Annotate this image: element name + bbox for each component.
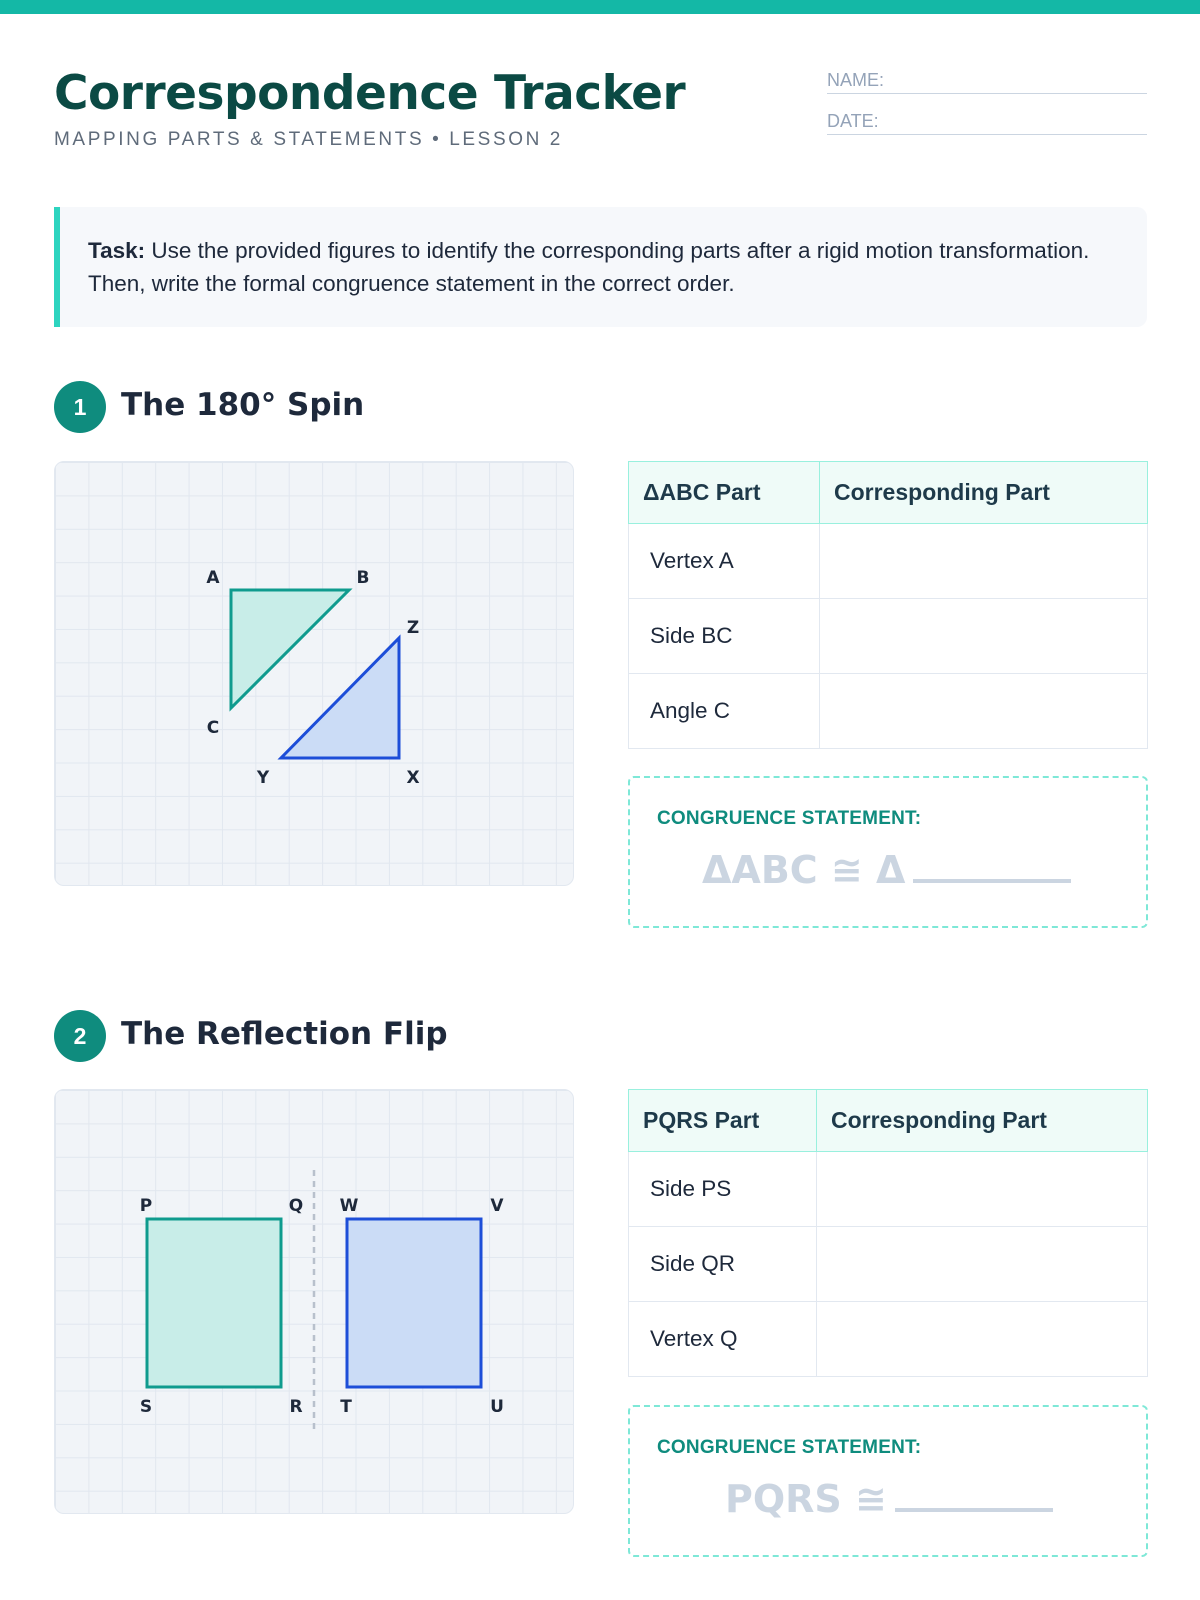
answer-cell[interactable] [820,599,1148,674]
congruence-expression-text: ΔABC ≅ Δ [702,848,906,892]
date-field[interactable] [827,109,1147,135]
part-cell: Vertex A [629,524,820,599]
figure-grid-rotation [54,461,574,886]
section-number-badge: 1 [54,381,106,433]
congruence-statement-label: CONGRUENCE STATEMENT: [657,808,922,829]
page-subtitle: MAPPING PARTS & STATEMENTS • LESSON 2 [54,129,563,150]
answer-blank[interactable] [895,1508,1053,1512]
answer-blank[interactable] [913,879,1071,883]
vertex-label-s: S [139,1397,153,1417]
table-row [629,674,1148,749]
congruence-expression [702,848,1071,892]
answer-cell[interactable] [817,1152,1148,1227]
page-title: Correspondence Tracker [54,66,686,121]
rectangle-wvut [347,1219,481,1387]
part-cell: Vertex Q [629,1302,817,1377]
task-text: Use the provided figures to identify the corresponding parts after a rigid motion transformation. Then, write the formal congruence statement in the correct order. [88,238,1090,296]
congruence-expression [725,1477,1053,1521]
vertex-label-p: P [139,1196,153,1216]
answer-cell[interactable] [817,1302,1148,1377]
column-header: PQRS Part [629,1090,817,1152]
section-title: The 180° Spin [121,387,365,423]
vertex-label-t: T [340,1397,352,1417]
figure-grid-reflection [54,1089,574,1514]
congruence-statement-box[interactable] [628,776,1148,928]
name-label: NAME: [827,70,885,90]
vertex-label-x: X [406,768,420,788]
section-number-badge: 2 [54,1010,106,1062]
triangle-abc [231,590,349,708]
table-row [629,599,1148,674]
column-header: Corresponding Part [817,1090,1148,1152]
vertex-label-y: Y [256,768,270,788]
vertex-label-c: C [206,718,220,738]
congruence-statement-label: CONGRUENCE STATEMENT: [657,1437,922,1458]
name-field[interactable] [827,68,1147,94]
rotation-figure [55,462,574,886]
vertex-label-r: R [289,1397,303,1417]
table-row [629,524,1148,599]
date-label: DATE: [827,111,879,131]
vertex-label-w: W [339,1196,359,1216]
answer-cell[interactable] [820,524,1148,599]
vertex-label-v: V [490,1196,504,1216]
answer-cell[interactable] [817,1227,1148,1302]
answer-cell[interactable] [820,674,1148,749]
vertex-label-a: A [206,568,220,588]
column-header: Corresponding Part [820,462,1148,524]
reflection-figure [55,1090,574,1514]
correspondence-table [628,1089,1148,1377]
table-row [629,1152,1148,1227]
task-callout [54,207,1147,327]
task-lead: Task: [88,238,146,263]
top-accent-bar [0,0,1200,14]
part-cell: Side BC [629,599,820,674]
table-header-row [629,1090,1148,1152]
triangle-xyz [281,638,399,758]
column-header: ΔABC Part [629,462,820,524]
part-cell: Side PS [629,1152,817,1227]
table-row [629,1227,1148,1302]
congruence-expression-text: PQRS ≅ [725,1477,887,1521]
vertex-label-q: Q [288,1196,304,1216]
table-header-row [629,462,1148,524]
part-cell: Angle C [629,674,820,749]
rectangle-pqrs [147,1219,281,1387]
correspondence-table [628,461,1148,749]
vertex-label-b: B [356,568,370,588]
congruence-statement-box[interactable] [628,1405,1148,1557]
vertex-label-u: U [490,1397,504,1417]
part-cell: Side QR [629,1227,817,1302]
section-title: The Reflection Flip [121,1016,448,1052]
vertex-label-z: Z [406,618,420,638]
table-row [629,1302,1148,1377]
